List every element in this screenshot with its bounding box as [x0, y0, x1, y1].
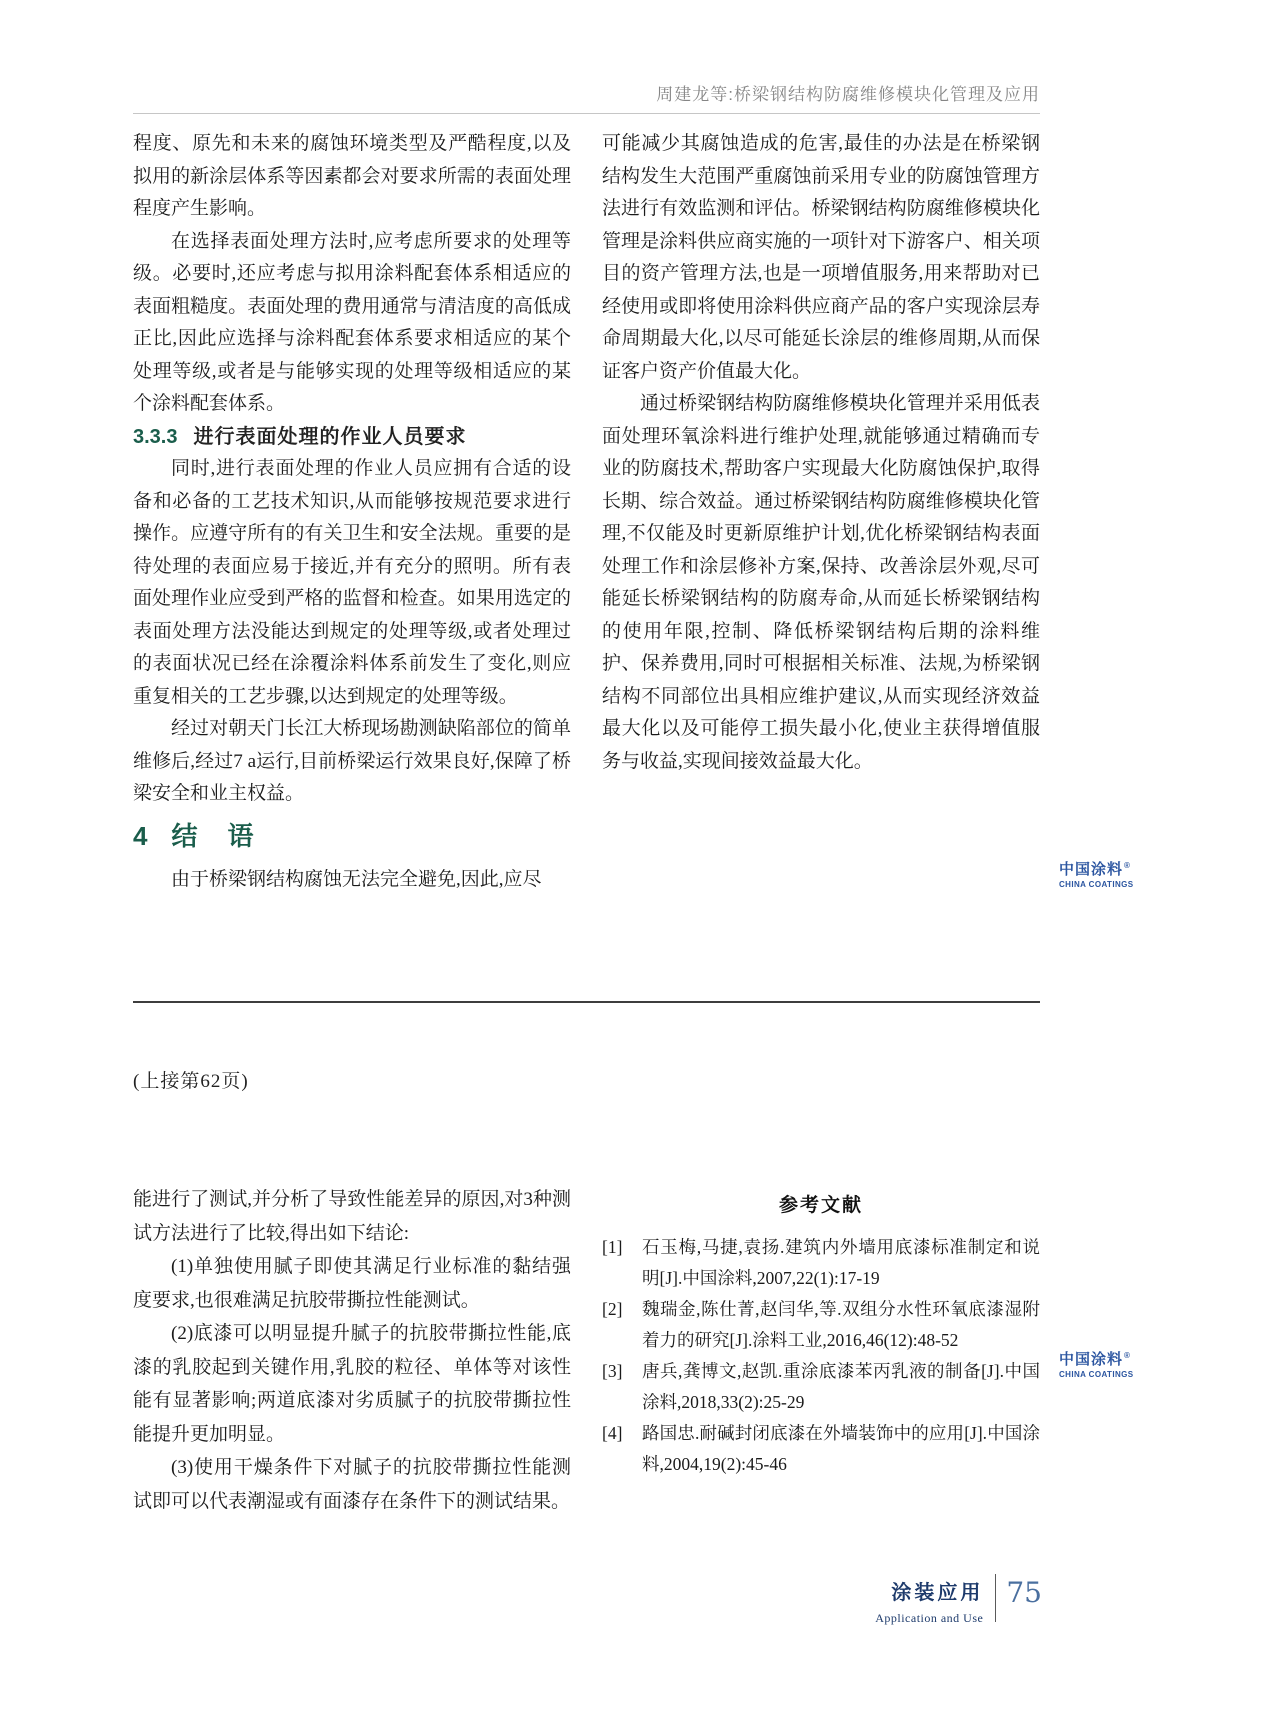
- reference-text: 石玉梅,马捷,袁扬.建筑内外墙用底漆标准制定和说明[J].中国涂料,2007,22(1):17-19: [642, 1236, 1040, 1288]
- section-title: 结 语: [171, 821, 256, 851]
- section-number: 3.3.3: [133, 425, 178, 448]
- footer-section-zh: 涂装应用: [891, 1582, 984, 1604]
- reference-label: [2]: [602, 1298, 623, 1319]
- conclusion-section: [133, 816, 571, 896]
- references-heading: 参考文献: [778, 1195, 863, 1216]
- paragraph-continuation: 程度、原先和未来的腐蚀环境类型及严酷程度,以及拟用的新涂层体系等因素都会对要求所需的表面处理程度产生影响。: [133, 133, 571, 219]
- paragraph: 经过对朝天门长江大桥现场勘测缺陷部位的简单维修后,经过7 a运行,目前桥梁运行效果良好,保障了桥梁安全和业主权益。: [133, 718, 571, 804]
- section-number: 4: [133, 821, 148, 851]
- continued-from-note: (上接第62页): [133, 1071, 249, 1092]
- running-head-title: 周建龙等:桥梁钢结构防腐维修模块化管理及应用: [656, 85, 1040, 104]
- paragraph: (2)底漆可以明显提升腻子的抗胶带撕拉性能,底漆的乳胶起到关键作用,乳胶的粒径、单体等对该性能有显著影响;两道底漆对劣质腻子的抗胶带撕拉性能提升更加明显。: [133, 1323, 571, 1445]
- registered-mark-icon: ®: [1124, 861, 1131, 870]
- logo-subtitle: CHINA COATINGS: [1059, 1370, 1134, 1379]
- reference-label: [3]: [602, 1360, 623, 1381]
- paragraph: (3)使用干燥条件下对腻子的抗胶带撕拉性能测试即可以代表潮湿或有面漆存在条件下的测试结果。: [133, 1457, 571, 1512]
- china-coatings-logo: [1059, 1348, 1134, 1379]
- reference-text: 唐兵,龚博文,赵凯.重涂底漆苯丙乳液的制备[J].中国涂料,2018,33(2):25-29: [642, 1360, 1040, 1412]
- top-right-column: [602, 128, 1040, 778]
- header-divider: [133, 113, 1040, 114]
- paragraph-continuation: 能进行了测试,并分析了导致性能差异的原因,对3种测试方法进行了比较,得出如下结论:: [133, 1189, 571, 1244]
- top-left-column: [133, 128, 571, 811]
- paragraph: 由于桥梁钢结构腐蚀无法完全避免,因此,应尽: [171, 869, 542, 890]
- reference-item: [602, 1418, 1040, 1480]
- reference-text: 路国忠.耐碱封闭底漆在外墙装饰中的应用[J].中国涂料,2004,19(2):45-46: [642, 1422, 1040, 1474]
- reference-item: [602, 1356, 1040, 1418]
- paragraph-continuation: 可能减少其腐蚀造成的危害,最佳的办法是在桥梁钢结构发生大范围严重腐蚀前采用专业的防腐蚀管理方法进行有效监测和评估。桥梁钢结构防腐维修模块化管理是涂料供应商实施的一项针对下游客户、相关项目的资产管理方法,也是一项增值服务,用来帮助对已经使用或即将使用涂料供应商产品的客户实现涂层寿命周期最大化,以尽可能延长涂层的维修周期,从而保证客户资产价值最大化。: [602, 133, 1040, 382]
- logo-wordmark: [1059, 1348, 1129, 1369]
- reference-label: [4]: [602, 1422, 623, 1443]
- page-number: 75: [1006, 1576, 1042, 1609]
- bottom-left-column: [133, 1183, 571, 1518]
- reference-item: [602, 1294, 1040, 1356]
- references-column: [602, 1190, 1040, 1480]
- footer-section-en: Application and Use: [875, 1611, 984, 1625]
- article-divider: [133, 1001, 1040, 1003]
- reference-label: [1]: [602, 1236, 623, 1257]
- paragraph: 通过桥梁钢结构防腐维修模块化管理并采用低表面处理环氧涂料进行维护处理,就能够通过精确而专业的防腐技术,帮助客户实现最大化防腐蚀保护,取得长期、综合效益。通过桥梁钢结构防腐维修模块化管理,不仅能及时更新原维护计划,优化桥梁钢结构表面处理工作和涂层修补方案,保持、改善涂层外观,尽可能延长桥梁钢结构的防腐寿命,从而延长桥梁钢结构的使用年限,控制、降低桥梁钢结构后期的涂料维护、保养费用,同时可根据相关标准、法规,为桥梁钢结构不同部位出具相应维护建议,从而实现经济效益最大化以及可能停工损失最小化,使业主获得增值服务与收益,实现间接效益最大化。: [602, 393, 1040, 772]
- china-coatings-logo: [1059, 858, 1134, 889]
- paragraph: 在选择表面处理方法时,应考虑所要求的处理等级。必要时,还应考虑与拟用涂料配套体系相适应的表面粗糙度。表面处理的费用通常与清洁度的高低成正比,因此应选择与涂料配套体系要求相适应的某个处理等级,或者是与能够实现的处理等级相适应的某个涂料配套体系。: [133, 230, 571, 414]
- footer-section-names: [875, 1574, 995, 1626]
- paragraph: 同时,进行表面处理的作业人员应拥有合适的设备和必备的工艺技术知识,从而能够按规范要求进行操作。应遵守所有的有关卫生和安全法规。重要的是待处理的表面应易于接近,并有充分的照明。所有表面处理作业应受到严格的监督和检查。如果用选定的表面处理方法没能达到规定的处理等级,或者处理过的表面状况已经在涂覆涂料体系前发生了变化,则应重复相关的工艺步骤,以达到规定的处理等级。: [133, 458, 571, 707]
- paragraph: (1)单独使用腻子即使其满足行业标准的黏结强度要求,也很难满足抗胶带撕拉性能测试。: [133, 1256, 571, 1311]
- logo-wordmark: [1059, 858, 1129, 879]
- page-footer: [875, 1574, 1042, 1626]
- section-heading-4: [133, 816, 571, 853]
- registered-mark-icon: ®: [1124, 1351, 1131, 1360]
- logo-subtitle: CHINA COATINGS: [1059, 880, 1134, 889]
- logo-text: 中国涂料: [1059, 861, 1124, 878]
- reference-text: 魏瑞金,陈仕菁,赵闫华,等.双组分水性环氧底漆湿附着力的研究[J].涂料工业,2016,46(12):48-52: [642, 1298, 1040, 1350]
- section-heading-333: [133, 421, 571, 454]
- logo-text: 中国涂料: [1059, 1351, 1124, 1368]
- reference-item: [602, 1232, 1040, 1294]
- section-title: 进行表面处理的作业人员要求: [193, 425, 467, 448]
